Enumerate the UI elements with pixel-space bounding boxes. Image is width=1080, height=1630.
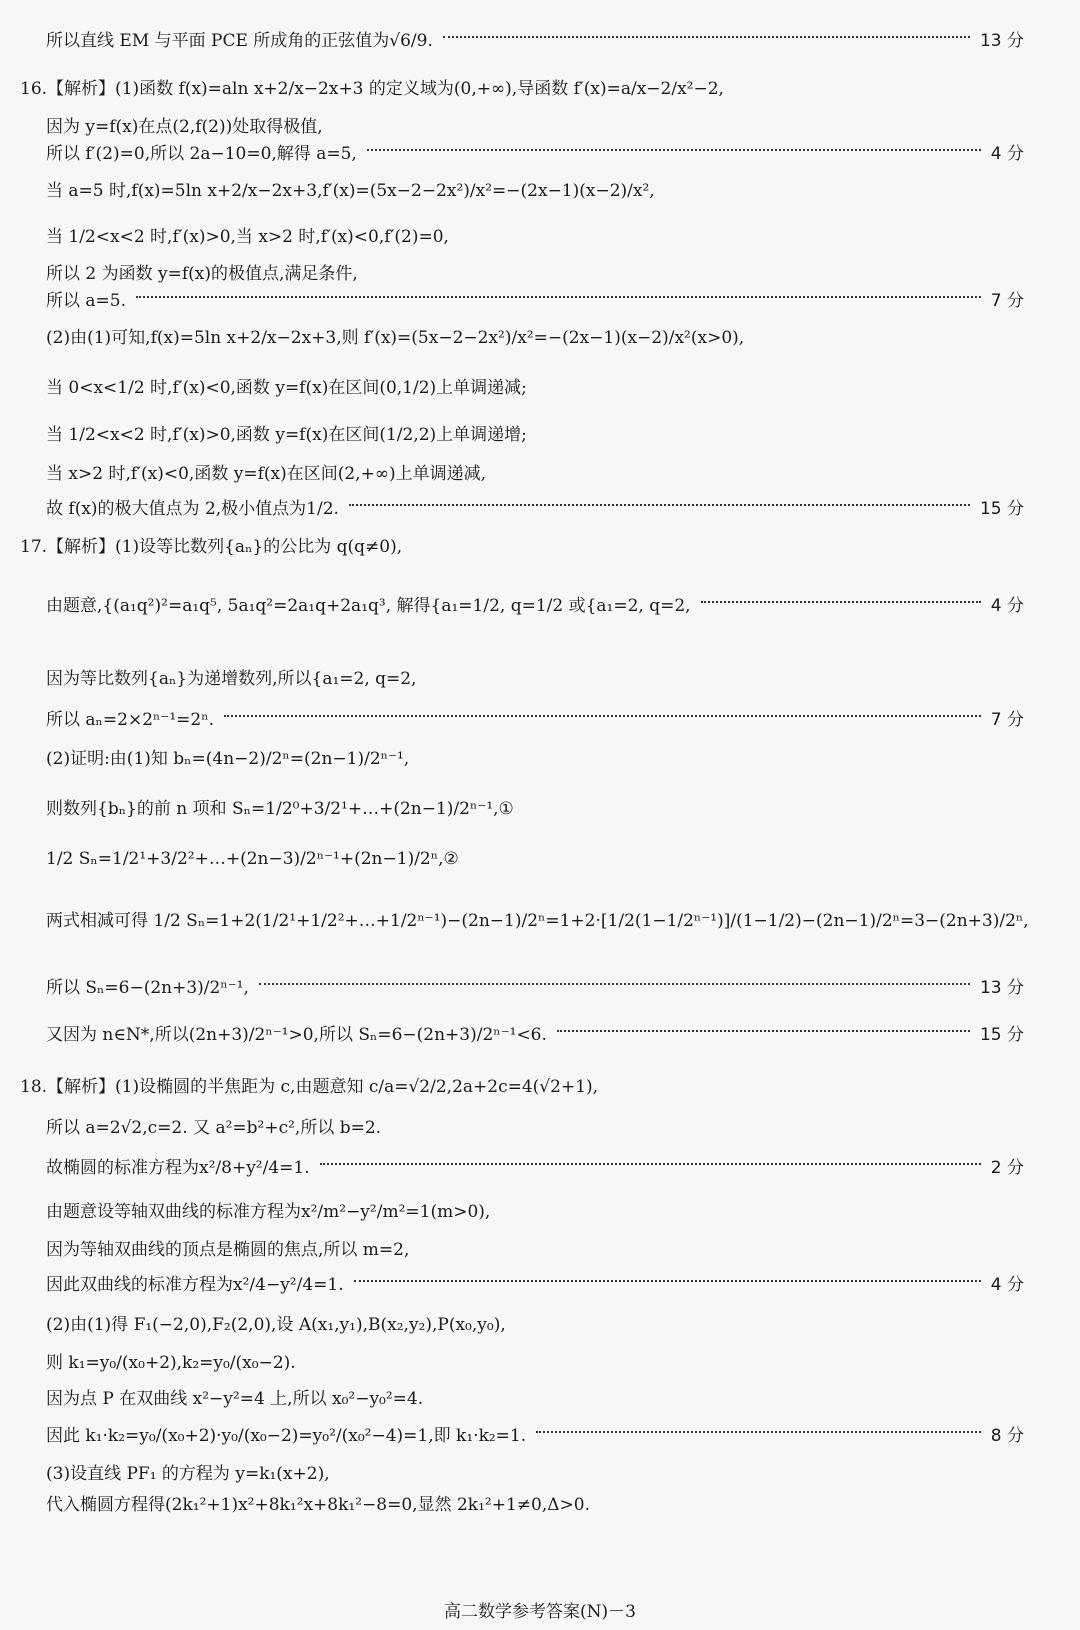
leader-dots: [320, 1163, 981, 1165]
solution-line: [46, 1117, 1024, 1139]
line-text: 故椭圆的标准方程为x²/8+y²/4=1.: [46, 1158, 310, 1178]
line-text: 因为等比数列{aₙ}为递增数列,所以{a₁=2, q=2,: [46, 669, 417, 689]
leader-dots: [259, 983, 970, 985]
line-text: 又因为 n∈N*,所以(2n+3)/2ⁿ⁻¹>0,所以 Sₙ=6−(2n+3)/2ⁿ⁻¹<6.: [46, 1025, 547, 1045]
score-label: 4 分: [990, 144, 1024, 164]
line-text: 两式相减可得 1/2 Sₙ=1+2(1/2¹+1/2²+…+1/2ⁿ⁻¹)−(2n−1)/2ⁿ=1+2·[1/2(1−1/2ⁿ⁻¹)]/(1−1/2)−(2n−1)/2ⁿ=3−(2n+3)/2ⁿ,: [46, 911, 1029, 931]
solution-line: [46, 143, 1024, 165]
score-label: 7 分: [990, 291, 1024, 311]
solution-line: [46, 290, 1024, 312]
leader-dots: [136, 296, 981, 298]
line-text: 因为 y=f(x)在点(2,f(2))处取得极值,: [46, 117, 323, 137]
line-text: 则 k₁=y₀/(x₀+2),k₂=y₀/(x₀−2).: [46, 1353, 296, 1373]
score-label: 15 分: [979, 1025, 1024, 1045]
line-text: 所以直线 EM 与平面 PCE 所成角的正弦值为√6/9.: [46, 31, 433, 51]
score-label: 7 分: [990, 710, 1024, 730]
line-text: 当 0<x<1/2 时,f′(x)<0,函数 y=f(x)在区间(0,1/2)上单调递减;: [46, 378, 527, 398]
solution-line: [20, 536, 1024, 558]
score-label: 13 分: [979, 31, 1024, 51]
solution-line: [46, 709, 1024, 731]
line-text: 故 f(x)的极大值点为 2,极小值点为1/2.: [46, 499, 339, 519]
solution-line: [46, 424, 1024, 446]
leader-dots: [443, 36, 970, 38]
solution-line: [46, 377, 1024, 399]
line-text: 当 x>2 时,f′(x)<0,函数 y=f(x)在区间(2,+∞)上单调递减,: [46, 464, 487, 484]
line-text: 由题意设等轴双曲线的标准方程为x²/m²−y²/m²=1(m>0),: [46, 1202, 491, 1222]
solution-line: [46, 1201, 1024, 1223]
solution-line: [46, 1463, 1024, 1485]
line-text: 代入椭圆方程得(2k₁²+1)x²+8k₁²x+8k₁²−8=0,显然 2k₁²+1≠0,Δ>0.: [46, 1495, 590, 1515]
leader-dots: [557, 1030, 970, 1032]
solution-line: [46, 1314, 1024, 1336]
score-label: 13 分: [979, 978, 1024, 998]
solution-line: [46, 798, 1024, 820]
score-label: 4 分: [990, 1275, 1024, 1295]
line-text: 所以 f′(2)=0,所以 2a−10=0,解得 a=5,: [46, 144, 357, 164]
score-label: 8 分: [990, 1426, 1024, 1446]
score-label: 15 分: [979, 499, 1024, 519]
solution-line: [46, 1157, 1024, 1179]
line-text: 当 1/2<x<2 时,f′(x)>0,当 x>2 时,f′(x)<0,f′(2)=0,: [46, 227, 449, 247]
line-text: 18.【解析】(1)设椭圆的半焦距为 c,由题意知 c/a=√2/2,2a+2c=4(√2+1),: [20, 1077, 599, 1097]
solution-line: [20, 78, 1024, 100]
solution-line: [46, 1425, 1024, 1447]
line-text: 所以 aₙ=2×2ⁿ⁻¹=2ⁿ.: [46, 710, 214, 730]
solution-line: [46, 1024, 1024, 1046]
solution-line: [46, 595, 1024, 617]
leader-dots: [367, 149, 981, 151]
solution-line: [46, 668, 1024, 690]
line-text: (2)证明:由(1)知 bₙ=(4n−2)/2ⁿ=(2n−1)/2ⁿ⁻¹,: [46, 749, 410, 769]
solution-line: [46, 463, 1024, 485]
line-text: 17.【解析】(1)设等比数列{aₙ}的公比为 q(q≠0),: [20, 537, 403, 557]
line-text: 1/2 Sₙ=1/2¹+3/2²+…+(2n−3)/2ⁿ⁻¹+(2n−1)/2ⁿ,②: [46, 849, 459, 869]
line-text: 由题意,{(a₁q²)²=a₁q⁵, 5a₁q²=2a₁q+2a₁q³, 解得{a₁=1/2, q=1/2 或{a₁=2, q=2,: [46, 596, 691, 616]
line-text: 因为点 P 在双曲线 x²−y²=4 上,所以 x₀²−y₀²=4.: [46, 1389, 424, 1409]
solution-line: [46, 910, 1029, 932]
line-text: 所以 2 为函数 y=f(x)的极值点,满足条件,: [46, 264, 358, 284]
leader-dots: [349, 504, 970, 506]
line-text: (2)由(1)可知,f(x)=5ln x+2/x−2x+3,则 f′(x)=(5x−2−2x²)/x²=−(2x−1)(x−2)/x²(x>0),: [46, 328, 745, 348]
line-text: 当 1/2<x<2 时,f′(x)>0,函数 y=f(x)在区间(1/2,2)上单调递增;: [46, 425, 527, 445]
solution-line: [46, 1352, 1024, 1374]
line-text: 所以 a=5.: [46, 291, 127, 311]
line-text: 当 a=5 时,f(x)=5ln x+2/x−2x+3,f′(x)=(5x−2−2x²)/x²=−(2x−1)(x−2)/x²,: [46, 181, 655, 201]
solution-line: [20, 1076, 1024, 1098]
leader-dots: [536, 1431, 981, 1433]
solution-line: [46, 180, 1024, 202]
solution-line: [46, 1239, 1024, 1261]
solution-line: [46, 498, 1024, 520]
leader-dots: [354, 1280, 981, 1282]
solution-line: [46, 1388, 1024, 1410]
page-footer: 高二数学参考答案(N)－3: [444, 1602, 636, 1622]
line-text: (3)设直线 PF₁ 的方程为 y=k₁(x+2),: [46, 1464, 330, 1484]
leader-dots: [224, 715, 981, 717]
line-text: 因为等轴双曲线的顶点是椭圆的焦点,所以 m=2,: [46, 1240, 410, 1260]
solution-line: [46, 30, 1024, 52]
solution-line: [46, 748, 1024, 770]
solution-line: [46, 848, 1024, 870]
score-label: 4 分: [990, 596, 1024, 616]
solution-line: [46, 1494, 1024, 1516]
solution-line: [46, 116, 1024, 138]
line-text: 所以 a=2√2,c=2. 又 a²=b²+c²,所以 b=2.: [46, 1118, 382, 1138]
line-text: 因此 k₁·k₂=y₀/(x₀+2)·y₀/(x₀−2)=y₀²/(x₀²−4)=1,即 k₁·k₂=1.: [46, 1426, 527, 1446]
solution-line: [46, 1274, 1024, 1296]
score-label: 2 分: [990, 1158, 1024, 1178]
solution-line: [46, 327, 1024, 349]
leader-dots: [701, 601, 981, 603]
line-text: 所以 Sₙ=6−(2n+3)/2ⁿ⁻¹,: [46, 978, 249, 998]
line-text: 因此双曲线的标准方程为x²/4−y²/4=1.: [46, 1275, 344, 1295]
solution-line: [46, 977, 1024, 999]
solution-line: [46, 263, 1024, 285]
line-text: (2)由(1)得 F₁(−2,0),F₂(2,0),设 A(x₁,y₁),B(x₂,y₂),P(x₀,y₀),: [46, 1315, 506, 1335]
solution-line: [46, 226, 1024, 248]
line-text: 16.【解析】(1)函数 f(x)=aln x+2/x−2x+3 的定义域为(0,+∞),导函数 f′(x)=a/x−2/x²−2,: [20, 79, 724, 99]
line-text: 则数列{bₙ}的前 n 项和 Sₙ=1/2⁰+3/2¹+…+(2n−1)/2ⁿ⁻¹,①: [46, 799, 514, 819]
